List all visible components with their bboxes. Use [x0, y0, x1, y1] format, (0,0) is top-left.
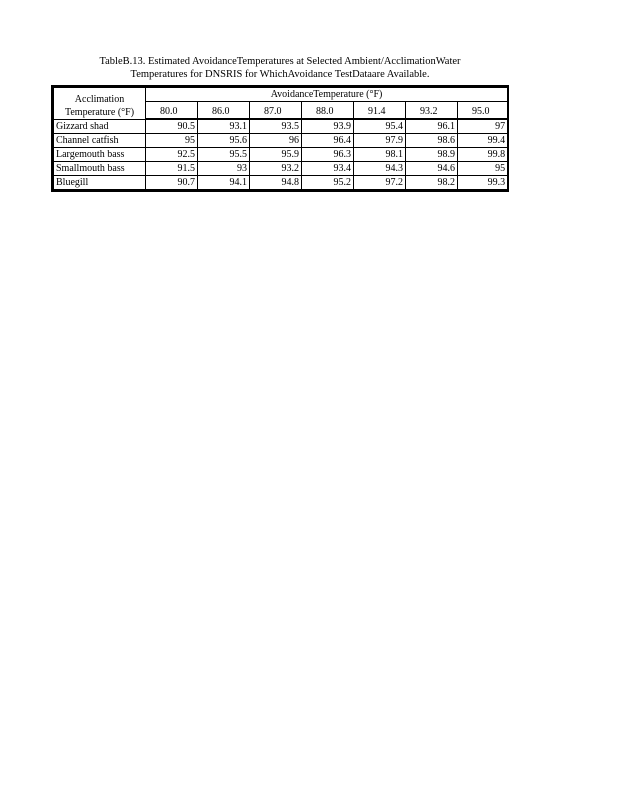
acclimation-header-line-1: Acclimation — [74, 93, 125, 105]
value-cell: 94.3 — [354, 162, 406, 176]
column-header: 95.0 — [458, 102, 508, 120]
value-cell: 95.2 — [302, 176, 354, 190]
species-cell: Bluegill — [54, 176, 146, 190]
column-header: 80.0 — [146, 102, 198, 120]
value-cell: 93.4 — [302, 162, 354, 176]
table-row — [54, 176, 508, 190]
value-cell: 99.3 — [458, 176, 508, 190]
value-cell: 93.5 — [250, 119, 302, 134]
table-body — [54, 119, 508, 190]
value-cell: 90.5 — [146, 119, 198, 134]
value-cell: 99.8 — [458, 148, 508, 162]
value-cell: 98.9 — [406, 148, 458, 162]
column-header: 88.0 — [302, 102, 354, 120]
value-cell: 91.5 — [146, 162, 198, 176]
value-cell: 90.7 — [146, 176, 198, 190]
value-cell: 96 — [250, 134, 302, 148]
value-cell: 93 — [198, 162, 250, 176]
value-cell: 94.8 — [250, 176, 302, 190]
column-header: 91.4 — [354, 102, 406, 120]
acclimation-header-line-2: Temperature (°F) — [64, 106, 135, 118]
value-cell: 95.6 — [198, 134, 250, 148]
species-cell: Smallmouth bass — [54, 162, 146, 176]
value-cell: 97.2 — [354, 176, 406, 190]
avoidance-group-header: AvoidanceTemperature (°F) — [146, 88, 508, 102]
value-cell: 96.1 — [406, 119, 458, 134]
value-cell: 98.2 — [406, 176, 458, 190]
value-cell: 97.9 — [354, 134, 406, 148]
value-cell: 94.6 — [406, 162, 458, 176]
value-cell: 93.1 — [198, 119, 250, 134]
table-row — [54, 148, 508, 162]
caption-line-2: Temperatures for DNSRIS for WhichAvoidance TestDataare Available. — [130, 69, 430, 80]
group-header-row — [54, 88, 508, 102]
value-cell: 97 — [458, 119, 508, 134]
table-caption — [52, 55, 508, 81]
table-row — [54, 134, 508, 148]
column-header: 93.2 — [406, 102, 458, 120]
species-cell: Largemouth bass — [54, 148, 146, 162]
value-cell: 96.3 — [302, 148, 354, 162]
acclimation-header — [54, 88, 146, 120]
avoidance-table-frame — [51, 85, 509, 192]
species-cell: Channel catfish — [54, 134, 146, 148]
value-cell: 95.9 — [250, 148, 302, 162]
column-header: 86.0 — [198, 102, 250, 120]
value-cell: 94.1 — [198, 176, 250, 190]
value-cell: 93.2 — [250, 162, 302, 176]
value-cell: 95 — [146, 134, 198, 148]
value-cell: 99.4 — [458, 134, 508, 148]
table-row — [54, 119, 508, 134]
value-cell: 92.5 — [146, 148, 198, 162]
value-cell: 95 — [458, 162, 508, 176]
avoidance-table — [53, 87, 508, 190]
caption-line-1: TableB.13. Estimated AvoidanceTemperatures at Selected Ambient/AcclimationWater — [99, 56, 461, 67]
value-cell: 96.4 — [302, 134, 354, 148]
value-cell: 95.4 — [354, 119, 406, 134]
value-cell: 95.5 — [198, 148, 250, 162]
value-cell: 93.9 — [302, 119, 354, 134]
value-cell: 98.6 — [406, 134, 458, 148]
column-header: 87.0 — [250, 102, 302, 120]
table-row — [54, 162, 508, 176]
species-cell: Gizzard shad — [54, 119, 146, 134]
value-cell: 98.1 — [354, 148, 406, 162]
